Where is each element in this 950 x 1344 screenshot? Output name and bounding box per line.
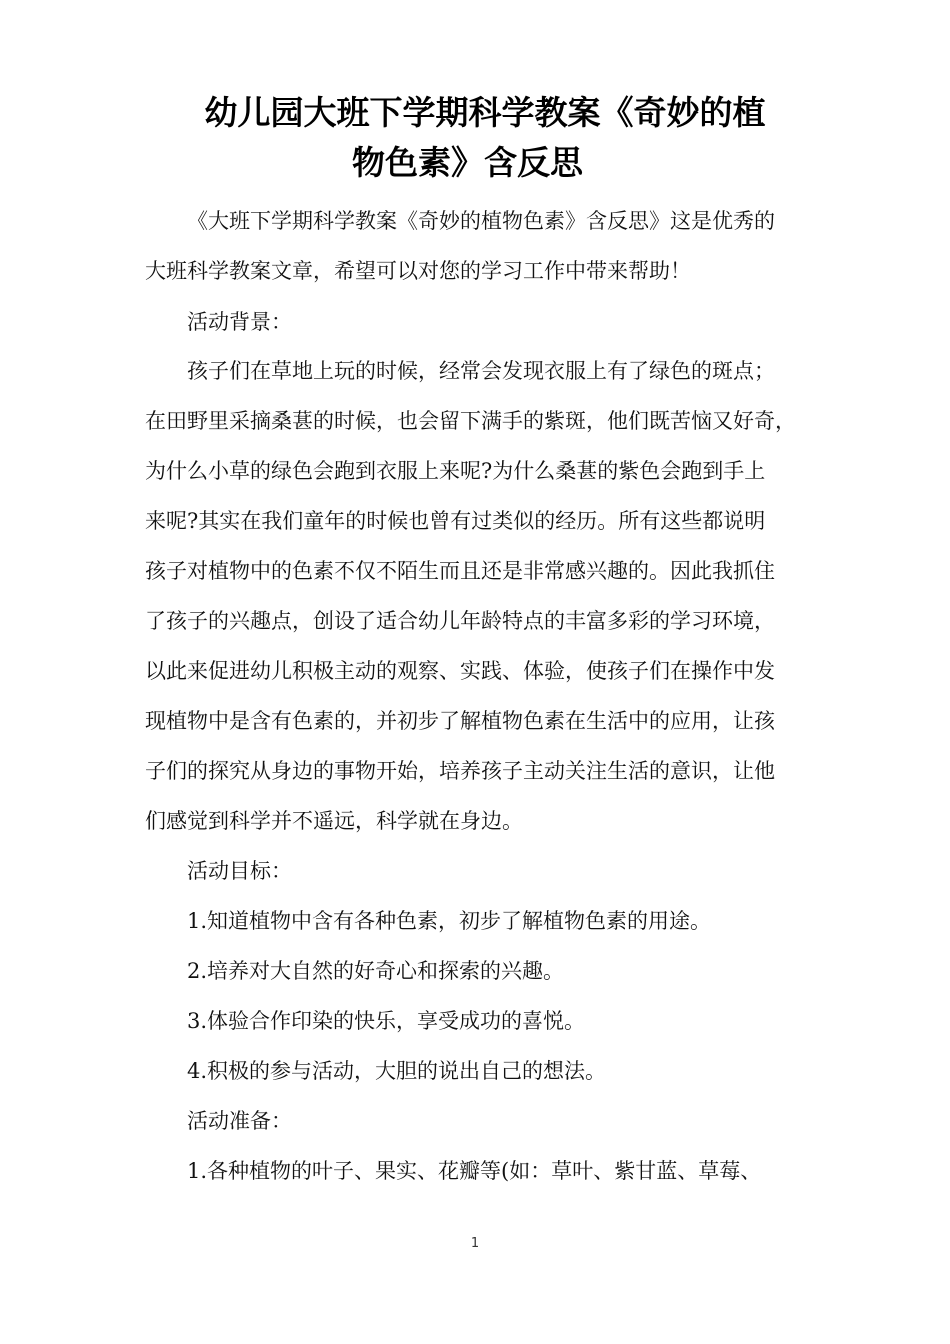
background-paragraph-line-4: 来呢?其实在我们童年的时候也曾有过类似的经历。所有这些都说明 xyxy=(145,509,766,533)
background-paragraph-line-10: 们感觉到科学并不遥远，科学就在身边。 xyxy=(145,809,523,833)
document-title-line-1: 幼儿园大班下学期科学教案《奇妙的植 xyxy=(204,93,766,132)
background-paragraph-line-9: 子们的探究从身边的事物开始，培养孩子主动关注生活的意识，让他 xyxy=(145,759,775,783)
background-paragraph-line-6: 了孩子的兴趣点，创设了适合幼儿年龄特点的丰富多彩的学习环境， xyxy=(145,609,775,633)
document-title-line-2: 物色素》含反思 xyxy=(352,143,583,182)
heading-goals: 活动目标： xyxy=(187,859,292,883)
background-paragraph-line-7: 以此来促进幼儿积极主动的观察、实践、体验，使孩子们在操作中发 xyxy=(145,659,775,683)
heading-background: 活动背景： xyxy=(187,310,292,334)
goal-item-3: 3.体验合作印染的快乐，享受成功的喜悦。 xyxy=(187,1009,586,1033)
preparation-item-1: 1.各种植物的叶子、果实、花瓣等(如：草叶、紫甘蓝、草莓、 xyxy=(187,1159,762,1183)
intro-paragraph-line-2: 大班科学教案文章，希望可以对您的学习工作中带来帮助！ xyxy=(145,259,691,283)
page-number: 1 xyxy=(470,1236,480,1251)
background-paragraph-line-2: 在田野里采摘桑葚的时候，也会留下满手的紫斑，他们既苦恼又好奇， xyxy=(145,409,796,433)
background-paragraph-line-1: 孩子们在草地上玩的时候，经常会发现衣服上有了绿色的斑点； xyxy=(187,359,775,383)
heading-preparation: 活动准备： xyxy=(187,1109,292,1133)
intro-paragraph-line-1: 《大班下学期科学教案《奇妙的植物色素》含反思》这是优秀的 xyxy=(187,209,775,233)
background-paragraph-line-3: 为什么小草的绿色会跑到衣服上来呢?为什么桑葚的紫色会跑到手上 xyxy=(145,459,766,483)
goal-item-2: 2.培养对大自然的好奇心和探索的兴趣。 xyxy=(187,959,565,983)
goal-item-1: 1.知道植物中含有各种色素，初步了解植物色素的用途。 xyxy=(187,909,712,933)
goal-item-4: 4.积极的参与活动，大胆的说出自己的想法。 xyxy=(187,1059,607,1083)
background-paragraph-line-8: 现植物中是含有色素的，并初步了解植物色素在生活中的应用，让孩 xyxy=(145,709,775,733)
background-paragraph-line-5: 孩子对植物中的色素不仅不陌生而且还是非常感兴趣的。因此我抓住 xyxy=(145,559,775,583)
